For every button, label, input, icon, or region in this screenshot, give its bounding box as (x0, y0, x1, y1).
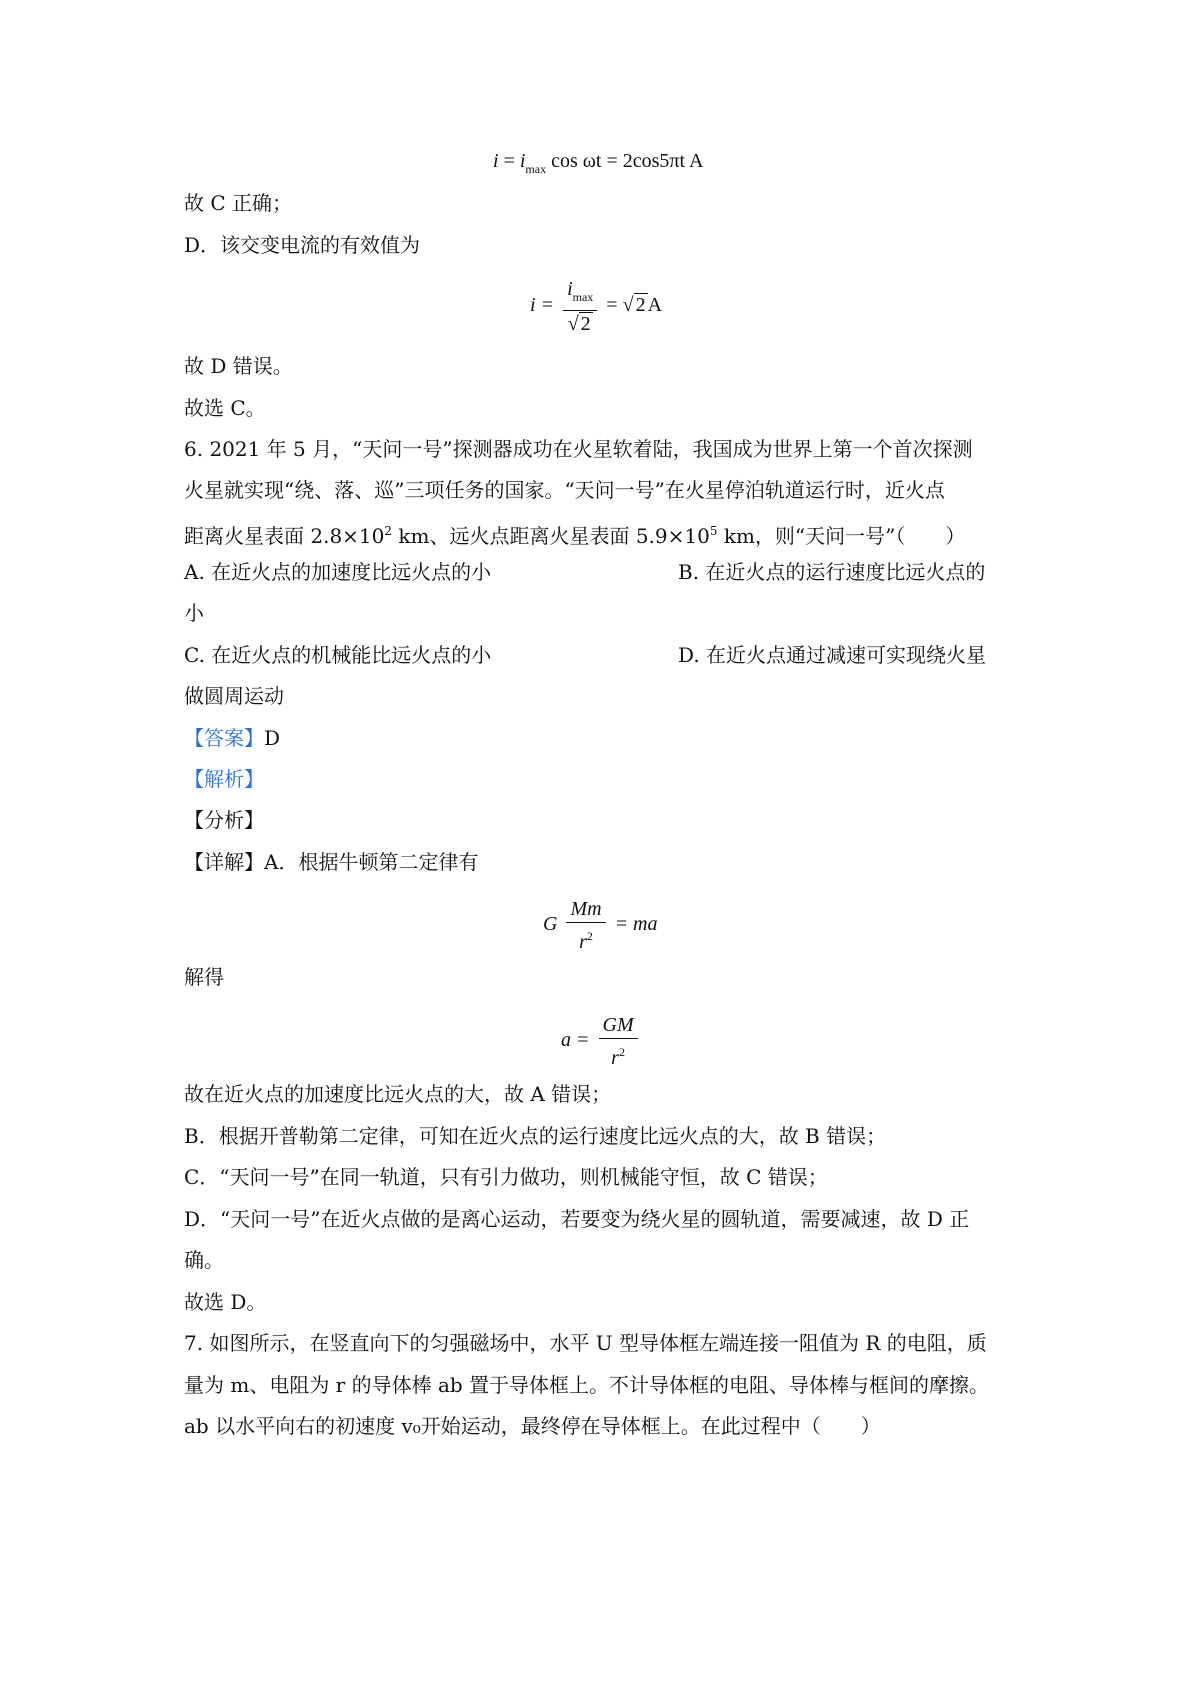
analysis-label: 【解析】 (184, 767, 264, 791)
q7-stem-line2: 量为 m、电阻为 r 的导体棒 ab 置于导体框上。不计导体框的电阻、导体棒与框间的摩擦。 (184, 1373, 990, 1397)
text-d-wrong: 故 D 错误。 (184, 354, 293, 378)
answer-value: D (264, 726, 281, 750)
q6-stem-line1: 6. 2021 年 5 月，“天问一号”探测器成功在火星软着陆，我国成为世界上第一个首次探测 (184, 437, 973, 461)
equation-acceleration: a = $\frac{GM}{r^2}$ (561, 1014, 642, 1069)
text-jiede: 解得 (184, 965, 224, 989)
q6-option-d: D. 在近火点通过减速可实现绕火星 (678, 643, 987, 667)
fraction-imax-sqrt2: $\frac{i_{max}}{√ 2}$ (563, 278, 597, 335)
q6-stem-line3: 距离火星表面 $2.8\times 10^2$ km、远火点距离火星表面 $5.9\times 10^5$ km，则“天问一号”（ ） (184, 524, 966, 548)
text-d-intro: D．该交变电流的有效值为 (184, 233, 421, 257)
answer-row (184, 726, 280, 750)
fenxi-label: 【分析】 (184, 808, 264, 832)
equation-rms-current: i = $\frac{i_{max}}{√ 2}$ = √ 2 A (530, 278, 663, 335)
text-concl-b: B．根据开普勒第二定律，可知在近火点的运行速度比远火点的大，故 B 错误； (184, 1124, 887, 1148)
q6-option-b-cont: 小 (184, 601, 204, 625)
q7-stem-line1: 7. 如图所示，在竖直向下的匀强磁场中，水平 U 型导体框左端连接一阻值为 R 的电阻，质 (184, 1331, 987, 1355)
q6-option-d-cont: 做圆周运动 (184, 684, 284, 708)
text-concl-a: 故在近火点的加速度比远火点的大，故 A 错误； (184, 1082, 612, 1106)
text-concl-d2: 确。 (184, 1248, 224, 1272)
equation-current-instantaneous: $i = i_{max}$ cos ωt = 2cos5πt A (493, 150, 704, 176)
text-select-c: 故选 C。 (184, 396, 266, 420)
q6-option-a: A. 在近火点的加速度比远火点的小 (184, 560, 492, 584)
answer-label: 【答案】 (184, 726, 264, 750)
q6-option-b: B. 在近火点的运行速度比远火点的 (678, 560, 986, 584)
text-c-correct: 故 C 正确； (184, 191, 293, 215)
q7-stem-line3: ab 以水平向右的初速度 v₀开始运动，最终停在导体框上。在此过程中（ ） (184, 1414, 881, 1438)
text-concl-c: C．“天问一号”在同一轨道，只有引力做功，则机械能守恒，故 C 错误； (184, 1165, 828, 1189)
fraction-mm-r2: $\frac{Mm}{r^2}$ (566, 898, 605, 953)
q6-stem-line2: 火星就实现“绕、落、巡”三项任务的国家。“天问一号”在火星停泊轨道运行时，近火点 (184, 478, 945, 502)
detail-text: 【详解】A．根据牛顿第二定律有 (184, 850, 479, 874)
text-select-d: 故选 D。 (184, 1290, 267, 1314)
q6-options-row1 (184, 560, 491, 584)
fraction-gm-r2: $\frac{GM}{r^2}$ (599, 1014, 638, 1069)
q6-option-c: C. 在近火点的机械能比远火点的小 (184, 643, 492, 667)
equation-newton-gravity: G $\frac{Mm}{r^2}$ = ma (543, 898, 658, 953)
text-concl-d1: D．“天问一号”在近火点做的是离心运动，若要变为绕火星的圆轨道，需要减速，故 D 正 (184, 1207, 970, 1231)
